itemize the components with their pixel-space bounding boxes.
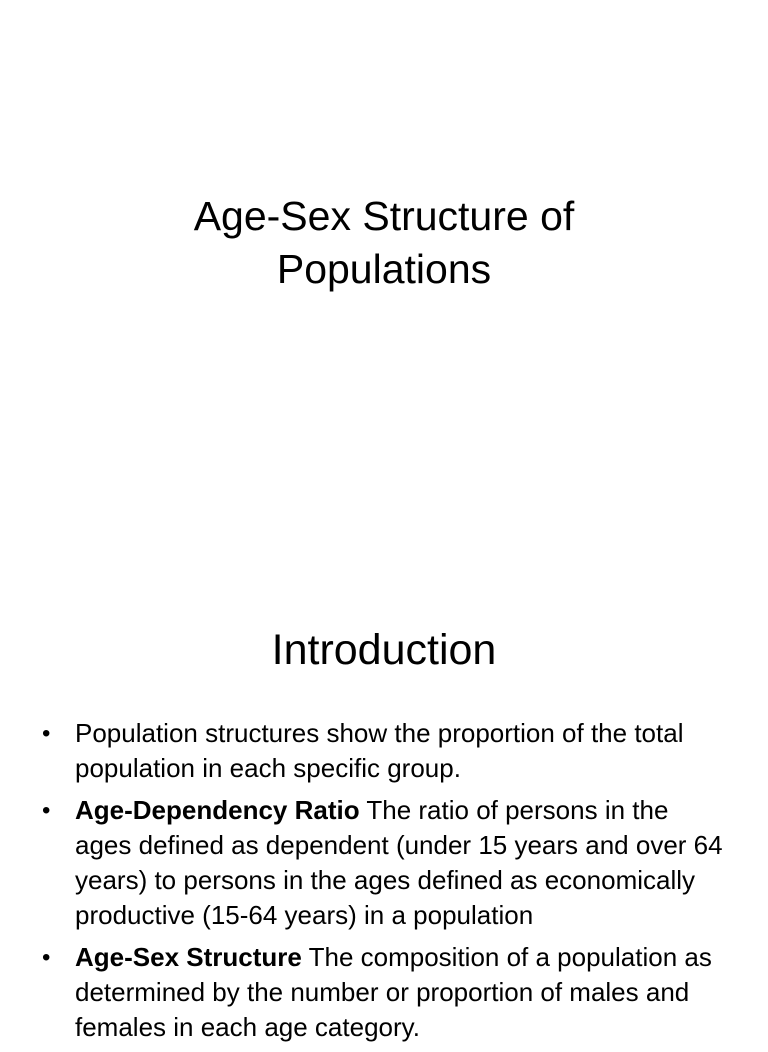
slide-title: [0, 190, 768, 296]
slide-title-line-1: Age-Sex Structure of: [193, 193, 575, 239]
bullet-term: Age-Sex Structure: [75, 942, 302, 972]
bullet-icon: •: [42, 720, 51, 747]
introduction-title: Introduction: [271, 626, 497, 674]
bullet-text: Population structures show the proportion of the total population in each specific group.: [75, 718, 684, 783]
bullet-icon: •: [42, 797, 51, 824]
bullet-item: [42, 940, 732, 1045]
slide-title-line-2: Populations: [276, 246, 492, 292]
bullet-term: Age-Dependency Ratio: [75, 795, 360, 825]
introduction-slide: [0, 576, 768, 1042]
bullet-list: [42, 716, 732, 1052]
bullet-text: The ratio of persons in the ages defined as dependent (under 15 years and over 64 years) to persons in the ages defined as economically productive (15-64 years) in a population: [75, 795, 723, 930]
bullet-item: [42, 793, 732, 933]
bullet-icon: •: [42, 944, 51, 971]
bullet-item: [42, 716, 732, 786]
bullet-text: The composition of a population as determined by the number or proportion of males and females in each age category.: [75, 942, 712, 1042]
